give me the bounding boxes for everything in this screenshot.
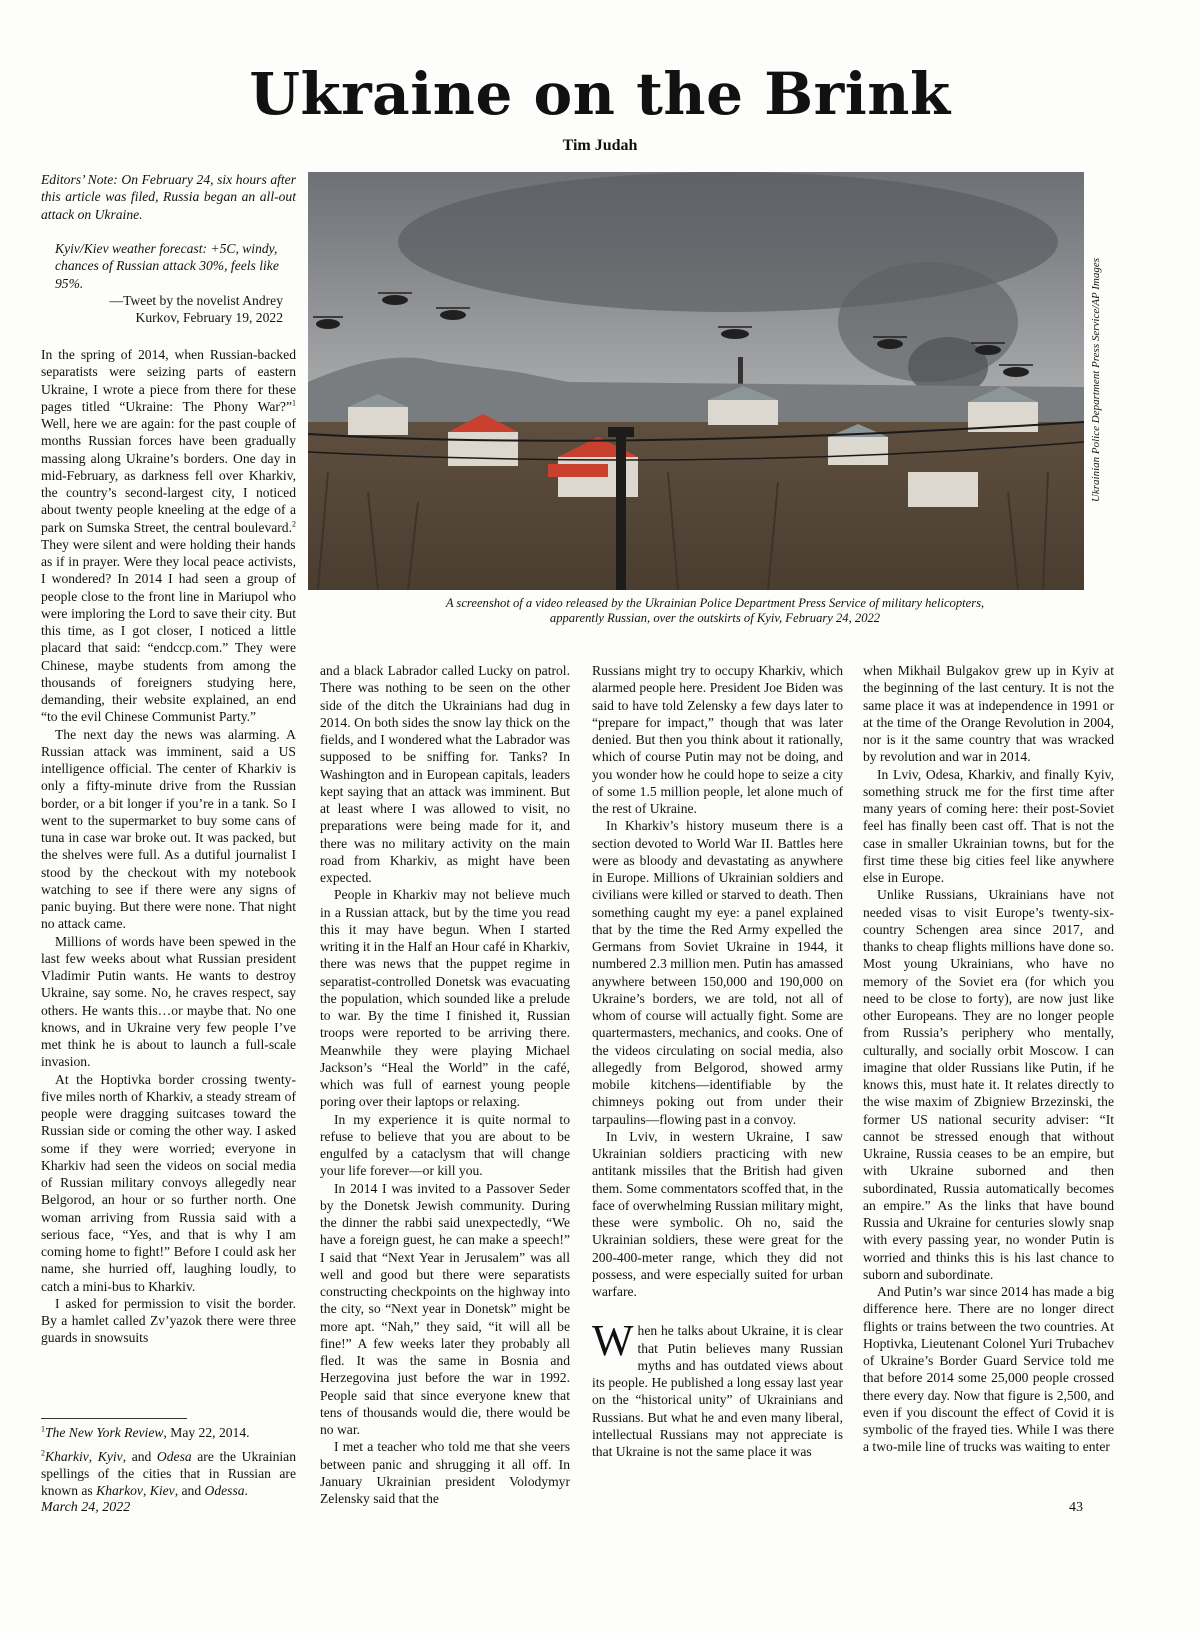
- text-run: Kyiv: [97, 1449, 123, 1464]
- editors-note: Editors’ Note: On February 24, six hours after this article was filed, Russia began an all-out attack on Ukraine.: [41, 172, 296, 222]
- text-run: In the spring of 2014, when Russian-backed separatists were seizing parts of eastern Ukraine, I wrote a piece from there for these pages titled “Ukraine: The Phony War?”: [41, 347, 296, 414]
- photo-caption: [320, 596, 1110, 626]
- photo-caption-line-2: apparently Russian, over the outskirts of Kyiv, February 24, 2022: [549, 611, 881, 625]
- helicopters-over-kyiv-image: [308, 172, 1084, 590]
- column-1: [41, 346, 296, 1406]
- text-run: Kharkov: [96, 1483, 143, 1499]
- text-run: hen he talks about Ukraine, it is clear that Putin believes many Russian myths and has outdated views about its people. He published a long essay last year on the “historical unity” of Ukrainians and Russians. But what he and even many liberal, intellectual Russians may not appreciate is that Ukraine is not the same place it was: [592, 1323, 843, 1459]
- photo-credit: Ukrainian Police Department Press Service/AP Images: [1090, 257, 1102, 503]
- paragraph: People in Kharkiv may not believe much in a Russian attack, but by the time you read this it may have begun. When I started writing it in the Half an Hour café in Kharkiv, there was news that the puppet regime in separatist-controlled Donetsk was evacuating the population, which sounded like a prelude to war. By the time I finished it, Russian troops were reported to be arriving there. Meanwhile they were playing Michael Jackson’s “Heal the World” in the café, which was full of earnest young people poring over their laptops or relaxing.: [320, 887, 570, 1110]
- text-run: Kiev: [149, 1483, 175, 1499]
- paragraph: when Mikhail Bulgakov grew up in Kyiv at the beginning of the last century. It is not the same place it was at independence in 1991 or at the time of the Orange Revolution in 2004, nor is it the same country that was wracked by revolution and war in 2014.: [863, 663, 1114, 765]
- text-run: , May 22, 2014.: [163, 1425, 250, 1440]
- footnote-rule: [41, 1418, 187, 1419]
- paragraph: In Lviv, in western Ukraine, I saw Ukrainian soldiers practicing with new antitank missiles that the British had given them. Some commentators scoffed that, in the face of overwhelming Russian military might, these were symbolic. Oh no, said the Ukrainian soldiers, these were great for the 200-400-meter range, which they did not possess, and were especially suited for urban warfare.: [592, 1128, 843, 1299]
- text-run: , and: [122, 1449, 157, 1464]
- author-byline: Tim Judah: [562, 137, 638, 154]
- photo-caption-line-1: A screenshot of a video released by the Ukrainian Police Department Press Service of military helicopters,: [445, 596, 985, 610]
- footnote-number: 2: [41, 1448, 45, 1458]
- paragraph: In 2014 I was invited to a Passover Seder by the Donetsk Jewish community. During the dinner the rabbi said unexpectedly, “We have a foreign guest, he can make a speech!” I said that “Next Year in Jerusalem” was all well and good but there were separatists constructing checkpoints on the highway into the city, so “Next year in Donetsk” might be more apt. “Nah,” they said, “it will all be fine!” A few weeks later they probably all fled. It was the same in Bosnia and Herzegovina just before the war in 1992. People said that since everyone knew that tens of thousands would die, there would be no war.: [320, 1180, 570, 1437]
- text-run: Odesa: [156, 1449, 192, 1464]
- footnote-ref-1: 1: [292, 398, 296, 408]
- paragraph: Unlike Russians, Ukrainians have not needed visas to visit Europe’s twenty-six-country Schengen area since 2017, and thanks to cheap flights millions have done so. Most young Ukrainians, who have no memory of the Soviet era (for which you need to be close to forty), are now just like other Europeans. They are no longer people from Russia’s periphery who mentally, culturally, and socially orbit Moscow. I can imagine that older Russians like Putin, if he knows this, must hate it. It relates directly to the wise maxim of Zbigniew Brzezinski, the former US national security adviser: “It cannot be stressed enough that without Ukraine, Russia ceases to be an empire, but with Ukraine suborned and then subordinated, Russia automatically becomes an empire.” As the links that have bound Russia and Ukraine for centuries slowly snap with every passing year, no wonder Putin is worried and thinks this is his last chance to suborn and subordinate.: [863, 887, 1114, 1282]
- paragraph: [41, 346, 296, 726]
- article-title: Ukraine on the Brink: [249, 60, 951, 128]
- column-2: [320, 662, 570, 1534]
- article-photo: [308, 172, 1084, 590]
- footnote-number: 1: [41, 1424, 45, 1434]
- paragraph: I asked for permission to visit the border. By a hamlet called Zv’yazok there were three guards in snowsuits: [41, 1295, 296, 1346]
- text-run: Kharkiv: [45, 1449, 89, 1464]
- text-run: ,: [142, 1483, 150, 1499]
- epigraph-quote: Kyiv/Kiev weather forecast: +5C, windy, chances of Russian attack 30%, feels like 95%.: [55, 241, 279, 291]
- page-number: 43: [1069, 1500, 1083, 1515]
- text-run: They were silent and were holding their hands as if in prayer. Were they local peace activists, I wondered? In 2014 I had seen a group of people close to the front line in Mariupol who were imploring the Lord to save their city. But this time, as I got closer, I noticed a little placard that said: “endccp.com.” They were Chinese, maybe students from among the thousands of foreigners studying here, demanding, their website explained, an end “to the evil Chinese Communist Party.”: [41, 536, 296, 725]
- footnote-2: [41, 1448, 296, 1500]
- text-run: .: [244, 1483, 248, 1499]
- paragraph: Millions of words have been spewed in the last few weeks about what Russian president Vladimir Putin wants. He wants to destroy Ukraine, say some. No, he craves respect, say others. He wants this…or maybe that. No one knows, and in Ukraine very few people I’ve met think he is about to launch a full-scale invasion.: [41, 933, 296, 1070]
- drop-cap: W: [592, 1316, 634, 1366]
- text-run: ,: [88, 1449, 98, 1464]
- epigraph: [55, 240, 283, 326]
- paragraph: The next day the news was alarming. A Russian attack was imminent, said a US intelligence official. The center of Kharkiv is only a fifty-minute drive from the Russian border, or a bit longer if you’re in a tank. So I went to the supermarket to buy some cans of tuna in case war broke out. It was packed, but the shelves were full. As a dutiful journalist I stood by the checkout with my notebook watching to see if there were any signs of panic buying. But there were none. That night no attack came.: [41, 726, 296, 932]
- paragraph: Russians might try to occupy Kharkiv, which alarmed people here. President Joe Biden was said to have told Zelensky a few days later to “prepare for impact,” though that was later denied. But then you think about it rationally, which of course Putin may not be doing, and you wonder how he could hope to seize a city of some 1.5 million people, let alone much of the rest of Ukraine.: [592, 663, 843, 816]
- paragraph: At the Hoptivka border crossing twenty-five miles north of Kharkiv, a steady stream of people were dragging suitcases toward the Russian side or coming the other way. I asked some if they were worried; everyone in Kharkiv had seen the videos on social media of Russian military convoys allegedly near Belgorod, an hour or so further north. One woman arriving from Russia said with a serious face, “Yes, and that is why I am coming home to fight!” Before I could ask her name, she hurried off, laughing loudly, to catch a mini-bus to Kharkiv.: [41, 1071, 296, 1294]
- paragraph: In Lviv, Odesa, Kharkiv, and finally Kyiv, something struck me for the first time after many years of coming here: their post-Soviet feel has finally been cast off. That is not the case in smaller Ukrainian towns, but for the first time these big cities feel like anywhere else in Europe.: [863, 766, 1114, 885]
- paragraph: I met a teacher who told me that she veers between panic and shrugging it all off. In January Ukrainian president Volodymyr Zelensky said that the: [320, 1439, 570, 1506]
- paragraph: In my experience it is quite normal to refuse to believe that you are about to be engulfed by a cataclysm that will change your life forever—or kill you.: [320, 1111, 570, 1179]
- text-run: Well, here we are again: for the past couple of months Russian forces have been gradually massing along Ukraine’s borders. One day in mid-February, as darkness fell over Kharkiv, the country’s second-largest city, I noticed about twenty people kneeling at the edge of a park on Sumska Street, the central boulevard.: [41, 416, 296, 535]
- paragraph: And Putin’s war since 2014 has made a big difference here. There are no longer direct flights or trains between the two countries. At Hoptivka, Lieutenant Colonel Yuri Trubachev of Ukraine’s Border Guard Service told me that before 2014 some 25,000 people crossed there every day. Now that figure is 2,500, and even if you discount the effect of Covid it is symbolic of the frayed ties. While I was there a two-mile line of trucks was waiting to enter: [863, 1284, 1114, 1455]
- paragraph: [592, 1316, 843, 1460]
- text-run: Odessa: [204, 1483, 245, 1499]
- text-run: The New York Review: [45, 1425, 164, 1440]
- text-run: are the Ukrainian spellings of the cities that in Russian are known as: [41, 1449, 296, 1499]
- column-4: [863, 662, 1114, 1534]
- paragraph: and a black Labrador called Lucky on patrol. There was nothing to be seen on the other side of the ditch the Ukrainians had dug in 2014. On both sides the snow lay thick on the fields, and I wondered what the Labrador was supposed to be sniffing for. Tanks? In Washington and in European capitals, leaders kept saying that an attack was imminent. But at least where I was allowed to visit, no preparations were being made for it, and there was no military activity on the main road from Kharkiv, as might have been expected.: [320, 663, 570, 885]
- issue-date: March 24, 2022: [41, 1500, 131, 1515]
- epigraph-attribution-line-1: —Tweet by the novelist Andrey: [109, 292, 283, 308]
- footnote-1: [41, 1424, 296, 1441]
- column-3: [592, 662, 843, 1534]
- text-run: , and: [174, 1483, 205, 1499]
- epigraph-attribution-line-2: Kurkov, February 19, 2022: [135, 310, 283, 326]
- footnote-ref-2: 2: [292, 518, 296, 528]
- paragraph: In Kharkiv’s history museum there is a section devoted to World War II. Battles here were as bloody and devastating as anywhere in Europe. Millions of Ukrainian soldiers and civilians were killed or starved to death. Then something caught my eye: a panel explained that by the time the Red Army expelled the Germans from Soviet Ukraine in 1944, it numbered 2.3 million men. Putin has amassed anywhere between 150,000 and 190,000 on Ukraine’s borders, we are told, not all of whom of course will actually fight. Some are quartermasters, mechanics, and cooks. One of the videos circulating on social media, also allegedly from Belgorod, showed army mobile kitchens—identifiable by the chimneys poking out from under their tarpaulins—flowing past in a convoy.: [592, 818, 843, 1127]
